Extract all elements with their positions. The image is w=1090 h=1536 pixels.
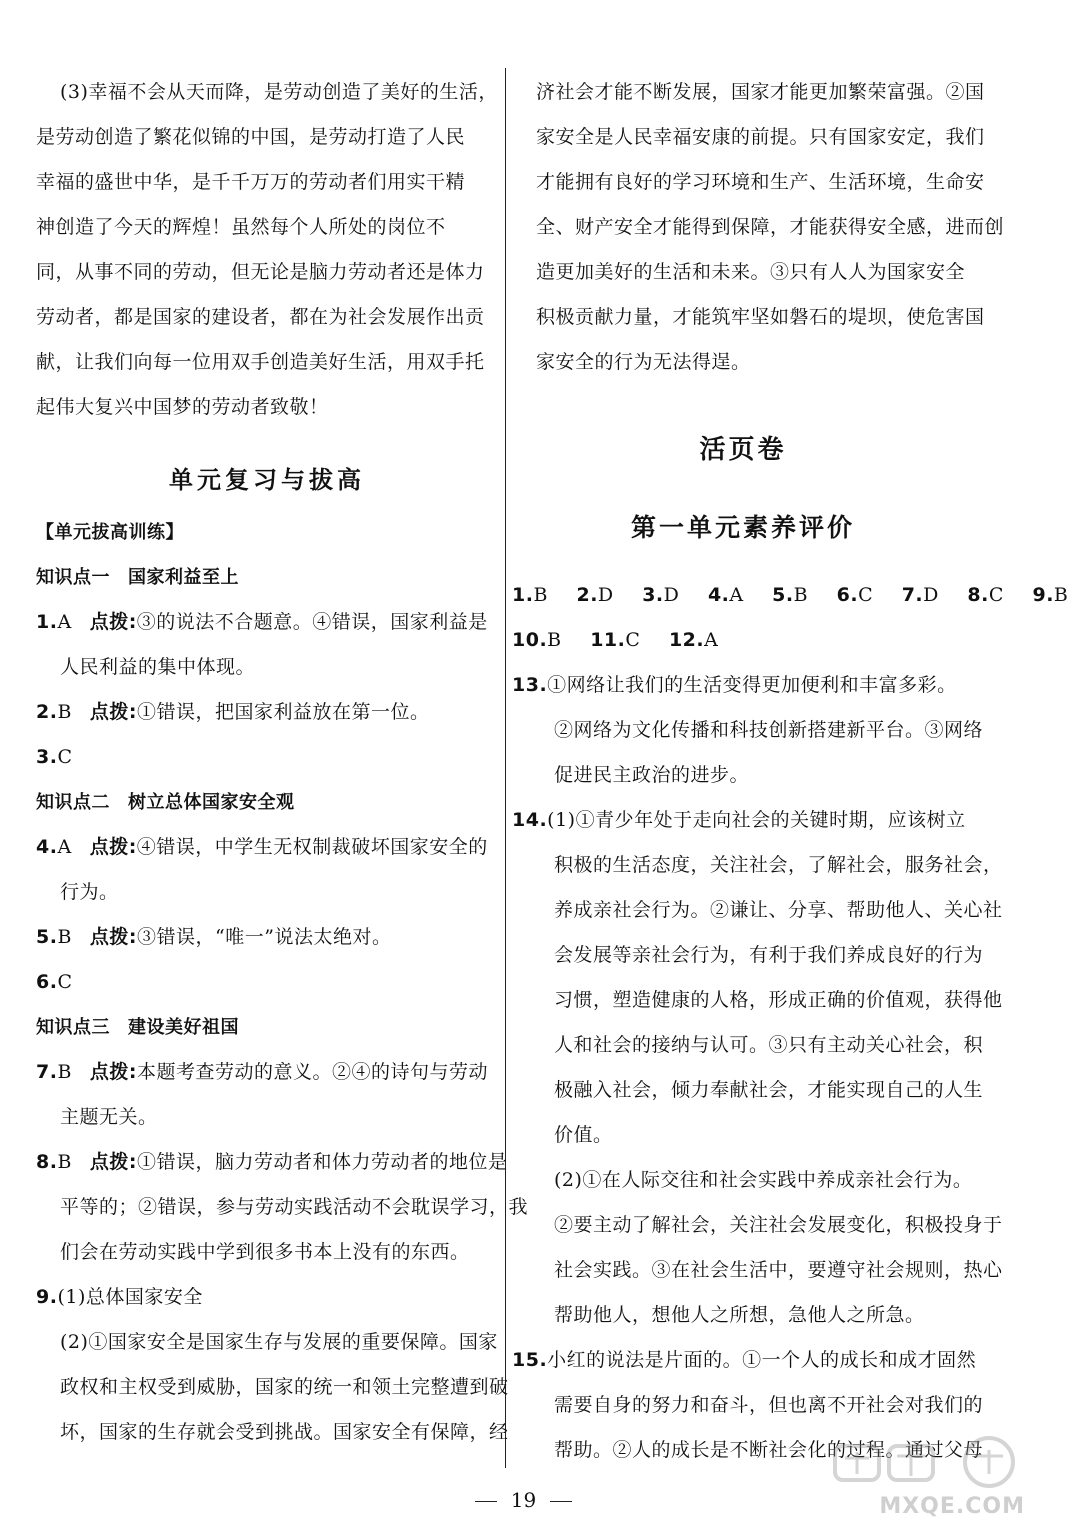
knowledge-point-heading	[36, 780, 498, 825]
answer-line: 积极的生活态度，关注社会，了解社会，服务社会，	[554, 854, 1003, 876]
answer-line: 极融入社会，倾力奉献社会，才能实现自己的人生	[554, 1079, 984, 1101]
hint-text: ③的说法不合题意。④错误，国家利益是	[136, 611, 488, 633]
hint-text: 本题考查劳动的意义。②④的诗句与劳动	[137, 1061, 489, 1083]
answer-item	[36, 915, 498, 960]
intro-line: 献，让我们向每一位用双手创造美好生活，用双手托	[36, 351, 485, 373]
answer-choice: C	[57, 971, 73, 993]
watermark-url: MXQE.COM	[879, 1494, 1025, 1519]
answer-pair	[669, 618, 718, 663]
question-number: 1.	[36, 611, 58, 633]
question-number: 8.	[36, 1151, 58, 1173]
hint-continuation: 们会在劳动实践中学到很多书本上没有的东西。	[60, 1241, 470, 1263]
answer-item	[36, 1140, 508, 1185]
hint-continuation: 主题无关。	[60, 1106, 158, 1128]
hint-label: 点拨:	[89, 926, 138, 948]
answer-line: 社会实践。③在社会生活中，要遵守社会规则，热心	[554, 1259, 1003, 1281]
answer-item	[36, 960, 498, 1005]
answer-choice: B	[793, 584, 809, 606]
kp-label: 知识点二	[36, 792, 110, 813]
answer-pair	[902, 573, 939, 618]
continued-line: 家安全的行为无法得逞。	[536, 351, 751, 373]
answer-choice: C	[988, 584, 1004, 606]
intro-line: 幸福的盛世中华，是千千万万的劳动者们用实干精	[36, 171, 466, 193]
answer-choice: B	[57, 926, 72, 948]
hint-label: 点拨:	[89, 836, 137, 858]
answer-choice: B	[57, 1061, 72, 1083]
answer-pair	[772, 573, 808, 618]
section-title: 第一单元素养评价	[630, 513, 855, 542]
answer-pair	[837, 573, 874, 618]
hint-text: ④错误，中学生无权制裁破坏国家安全的	[136, 836, 488, 858]
continued-line: 家安全是人民幸福安康的前提。只有国家安定，我们	[536, 126, 985, 148]
question-number: 5.	[36, 926, 58, 948]
intro-line: 起伟大复兴中国梦的劳动者致敬！	[36, 396, 329, 418]
question-number: 7.	[36, 1061, 58, 1083]
answer-row	[512, 618, 974, 663]
footer-dash	[475, 1501, 497, 1502]
answer-item	[36, 690, 498, 735]
question-number: 11.	[590, 629, 626, 651]
unit-title: 单元复习与拔高	[169, 465, 365, 494]
answer-pair	[512, 618, 562, 663]
page-number: 19	[510, 1488, 537, 1512]
kp-title: 树立总体国家安全观	[128, 792, 295, 813]
answer-item	[36, 1275, 498, 1320]
kp-label: 知识点一	[36, 567, 110, 588]
answer-line: 帮助他人，想他人之所想，急他人之所急。	[554, 1304, 925, 1326]
continued-line: 积极贡献力量，才能筑牢坚如磐石的堤坝，使危害国	[536, 306, 985, 328]
answer-line: 养成亲社会行为。②谦让、分享、帮助他人、关心社	[554, 899, 1003, 921]
answer-pair	[642, 573, 679, 618]
answer-pair	[590, 618, 640, 663]
question-number: 10.	[512, 629, 548, 651]
answer-item	[36, 600, 498, 645]
question-number: 8.	[967, 584, 989, 606]
answer-line: ②网络为文化传播和科技创新搭建新平台。③网络	[554, 719, 984, 741]
continued-line: 造更加美好的生活和未来。③只有人人为国家安全	[536, 261, 966, 283]
answer-line: (2)①在人际交往和社会实践中养成亲社会行为。	[554, 1169, 973, 1191]
continued-line: 济社会才能不断发展，国家才能更加繁荣富强。②国	[536, 81, 985, 103]
answer-choice: B	[547, 629, 562, 651]
intro-line: 同，从事不同的劳动，但无论是脑力劳动者还是体力	[36, 261, 485, 283]
intro-line: (3)幸福不会从天而降，是劳动创造了美好的生活，	[60, 81, 498, 103]
question-number: 9.	[1032, 584, 1054, 606]
answer-line: 价值。	[554, 1124, 613, 1146]
answer-choice: C	[625, 629, 641, 651]
answer-row	[512, 573, 1069, 618]
left-column	[36, 70, 529, 1455]
question-number: 2.	[36, 701, 58, 723]
answer-line: (2)①国家安全是国家生存与发展的重要保障。国家	[60, 1331, 498, 1353]
hint-continuation: 人民利益的集中体现。	[60, 656, 256, 678]
answer-choice: D	[597, 584, 614, 606]
answer-line: ②要主动了解社会，关注社会发展变化，积极投身于	[554, 1214, 1003, 1236]
answer-text: (1)①青少年处于走向社会的关键时期，应该树立	[547, 809, 966, 831]
answer-line: 会发展等亲社会行为，有利于我们养成良好的行为	[554, 944, 984, 966]
question-number: 5.	[772, 584, 794, 606]
question-number: 3.	[36, 746, 58, 768]
watermark	[825, 1434, 1025, 1522]
answer-choice: C	[858, 584, 874, 606]
answer-choice: D	[923, 584, 939, 606]
intro-line: 神创造了今天的辉煌！虽然每个人所处的岗位不	[36, 216, 446, 238]
answer-choice: A	[729, 584, 744, 606]
knowledge-point-heading	[36, 555, 498, 600]
hint-label: 点拨:	[89, 1061, 138, 1083]
question-number: 13.	[512, 674, 548, 696]
answer-choice: A	[57, 836, 72, 858]
footer-dash	[550, 1501, 572, 1502]
answer-line: 需要自身的努力和奋斗，但也离不开社会对我们的	[554, 1394, 984, 1416]
answer-text: 小红的说法是片面的。①一个人的成长和成才固然	[547, 1349, 977, 1371]
bracket-heading: 【单元拔高训练】	[36, 522, 184, 543]
answer-line: 促进民主政治的进步。	[554, 764, 750, 786]
kp-title: 国家利益至上	[128, 567, 239, 588]
answer-choice: B	[1053, 584, 1069, 606]
hint-text: ①错误，把国家利益放在第一位。	[137, 701, 430, 723]
intro-line: 是劳动创造了繁花似锦的中国，是劳动打造了人民	[36, 126, 466, 148]
answer-text: ①网络让我们的生活变得更加便利和丰富多彩。	[547, 674, 957, 696]
kp-label: 知识点三	[36, 1017, 110, 1038]
right-column	[512, 70, 1069, 1473]
answer-line: 人和社会的接纳与认可。③只有主动关心社会，积	[554, 1034, 984, 1056]
answer-choice: D	[663, 584, 680, 606]
answer-item	[512, 798, 974, 843]
question-number: 15.	[512, 1349, 548, 1371]
answer-item	[36, 1050, 498, 1095]
question-number: 3.	[642, 584, 664, 606]
answer-item	[36, 825, 498, 870]
answer-item	[512, 1338, 977, 1383]
answer-pair	[512, 573, 548, 618]
question-number: 12.	[668, 629, 705, 651]
answer-choice: A	[57, 611, 72, 633]
answer-pair	[708, 573, 744, 618]
question-number: 9.	[36, 1286, 58, 1308]
answer-item	[36, 735, 498, 780]
question-number: 2.	[576, 584, 598, 606]
answer-item	[512, 663, 974, 708]
hint-text: ③错误，“唯一”说法太绝对。	[137, 926, 392, 948]
question-number: 7.	[901, 584, 924, 606]
answer-choice: B	[57, 1151, 72, 1173]
hint-label: 点拨:	[89, 701, 138, 723]
question-number: 6.	[836, 584, 859, 606]
hint-continuation: 行为。	[60, 881, 119, 903]
answer-choice: B	[57, 701, 72, 723]
page-title: 活页卷	[699, 435, 787, 465]
question-number: 4.	[36, 836, 58, 858]
continued-line: 全、财产安全才能得到保障，才能获得安全感，进而创	[536, 216, 1005, 238]
hint-label: 点拨:	[89, 1151, 138, 1173]
continued-line: 才能拥有良好的学习环境和生产、生活环境，生命安	[536, 171, 985, 193]
answer-choice: B	[533, 584, 548, 606]
hint-continuation: 平等的；②错误，参与劳动实践活动不会耽误学习，我	[60, 1196, 529, 1218]
answer-choice: A	[704, 629, 719, 651]
question-number: 6.	[36, 971, 58, 993]
answer-line: 帮助。②人的成长是不断社会化的过程。通过父母	[554, 1439, 984, 1461]
hint-text: ①错误，脑力劳动者和体力劳动者的地位是	[137, 1151, 508, 1173]
hint-label: 点拨:	[89, 611, 137, 633]
question-number: 1.	[512, 584, 534, 606]
watermark-logo	[825, 1434, 1025, 1494]
answer-pair	[576, 573, 613, 618]
answer-pair	[1032, 573, 1068, 618]
answer-line: 政权和主权受到威胁，国家的统一和领土完整遭到破	[60, 1376, 509, 1398]
answer-text: (1)总体国家安全	[57, 1286, 203, 1308]
question-number: 14.	[512, 809, 548, 831]
answer-choice: C	[57, 746, 73, 768]
column-divider	[505, 68, 506, 1468]
intro-line: 劳动者，都是国家的建设者，都在为社会发展作出贡	[36, 306, 485, 328]
answer-pair	[967, 573, 1004, 618]
kp-title: 建设美好祖国	[128, 1017, 239, 1038]
answer-line: 习惯，塑造健康的人格，形成正确的价值观，获得他	[554, 989, 1003, 1011]
answer-line: 坏，国家的生存就会受到挑战。国家安全有保障，经	[60, 1421, 509, 1443]
question-number: 4.	[707, 584, 730, 606]
knowledge-point-heading	[36, 1005, 498, 1050]
